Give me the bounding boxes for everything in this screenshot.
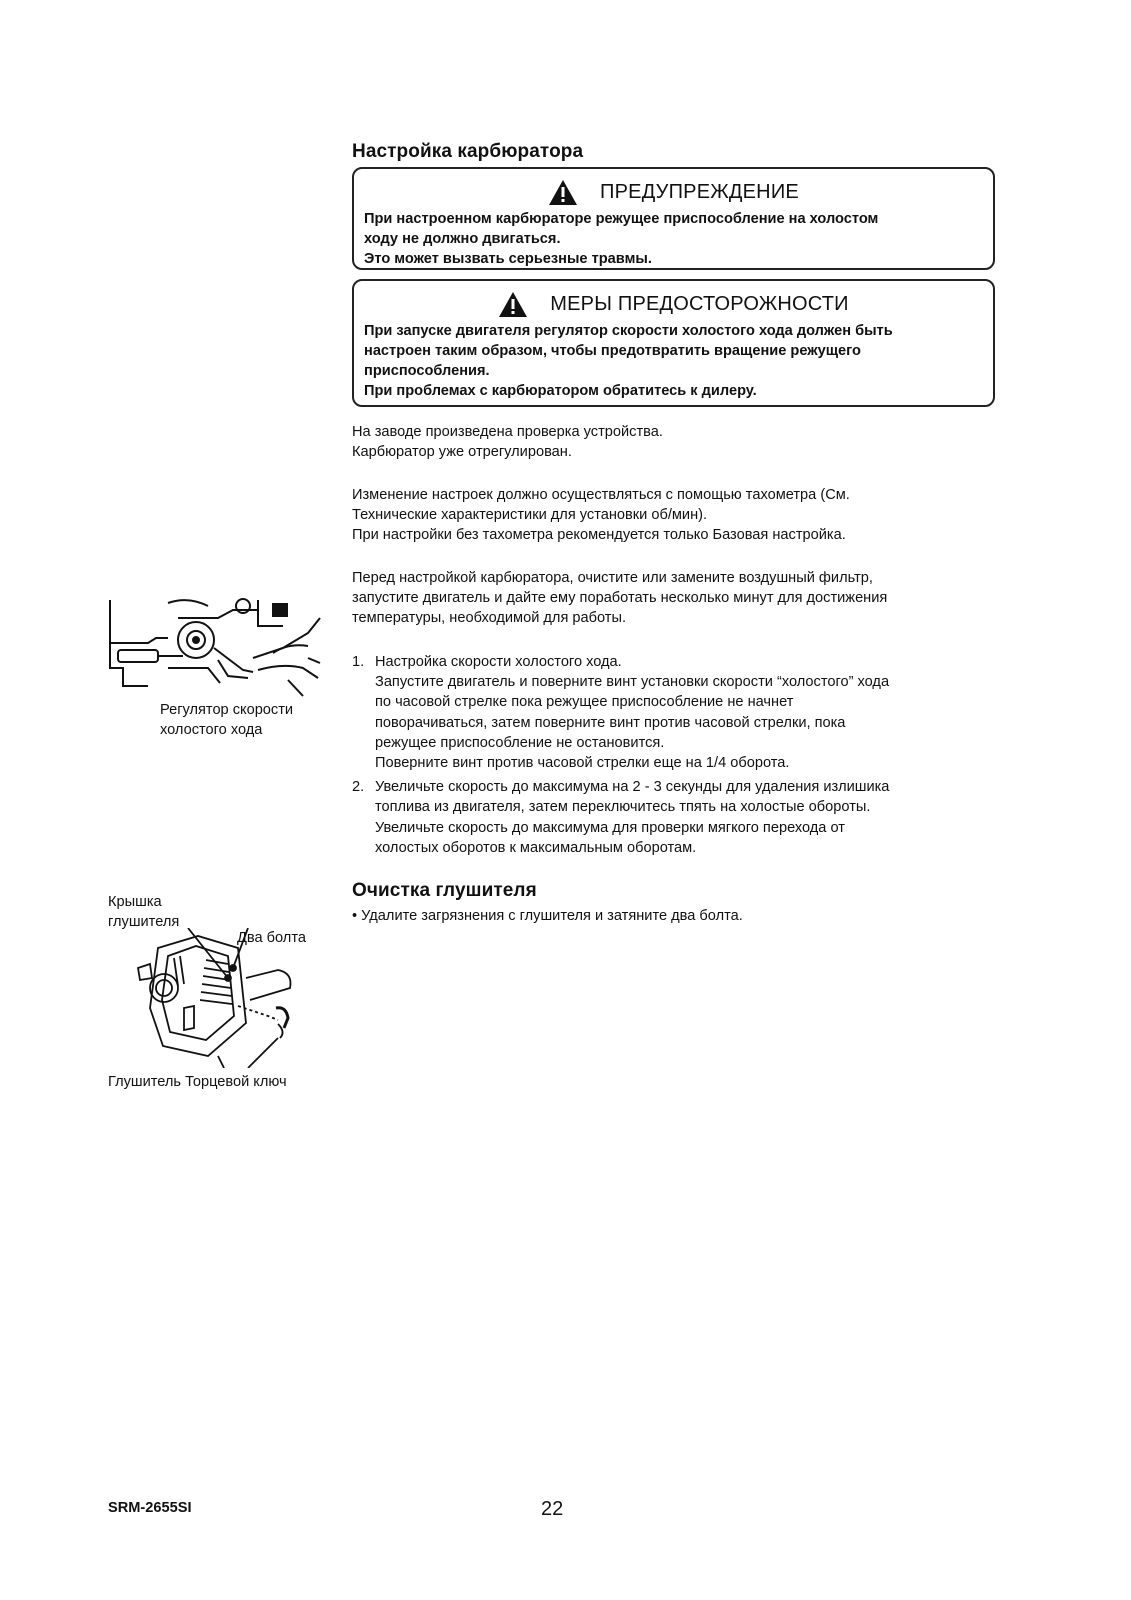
paragraph-line: Перед настройкой карбюратора, очистите или замените воздушный фильтр, xyxy=(352,570,873,586)
list-item-line: Настройка скорости холостого хода. xyxy=(375,654,622,670)
caution-text xyxy=(354,321,993,401)
list-item-line: Увеличьте скорость до максимума на 2 - 3 секунды для удаления излишика xyxy=(375,779,890,796)
caption-line: глушителя xyxy=(108,914,180,930)
list-item-line: поворачиваться, затем поверните винт против часовой стрелки, пока xyxy=(375,714,846,731)
list-item-line: режущее приспособление не остановится. xyxy=(375,734,665,751)
warning-heading: ПРЕДУПРЕЖДЕНИЕ xyxy=(600,181,799,203)
caution-line: настроен таким образом, чтобы предотвратить вращение режущего xyxy=(364,343,861,359)
paragraph-line: температуры, необходимой для работы. xyxy=(352,610,627,627)
paragraph-factory-check xyxy=(352,422,663,462)
warning-line: Это может вызвать серьезные травмы. xyxy=(364,251,652,267)
list-item-line: Поверните винт против часовой стрелки еще на 1/4 оборота. xyxy=(375,755,790,772)
caution-heading-row xyxy=(354,291,993,318)
warning-text xyxy=(354,209,993,269)
warning-triangle-icon xyxy=(498,291,528,318)
list-item-line: Запустите двигатель и поверните винт установки скорости “холостого” хода xyxy=(375,674,890,691)
caution-heading: МЕРЫ ПРЕДОСТОРОЖНОСТИ xyxy=(550,293,849,315)
muffler-illustration xyxy=(128,928,308,1068)
paragraph-line: На заводе произведена проверка устройства. xyxy=(352,424,663,440)
caption-line: Крышка xyxy=(108,894,162,910)
warning-line: ходу не должно двигаться. xyxy=(364,231,561,247)
carburetor-drawing xyxy=(108,598,323,698)
paragraph-line: Карбюратор уже отрегулирован. xyxy=(352,444,572,461)
section-title-carburetor: Настройка карбюратора xyxy=(352,141,584,162)
list-item xyxy=(352,652,1002,773)
list-item-line: холостых оборотов к максимальным оборотам. xyxy=(375,839,697,856)
caption-line: Регулятор скорости xyxy=(160,702,294,718)
list-item-number: 2. xyxy=(352,779,365,796)
label-two-bolts: Два болта xyxy=(237,930,306,946)
label-muffler-wrench: Глушитель Торцевой ключ xyxy=(108,1074,287,1090)
caution-line: При проблемах с карбюратором обратитесь к дилеру. xyxy=(364,383,757,399)
list-item-line: топлива из двигателя, затем переключитесь тпять на холостые обороты. xyxy=(375,799,871,816)
list-item-line: по часовой стрелке пока режущее приспособление не начнет xyxy=(375,694,794,711)
page-number: 22 xyxy=(541,1498,564,1520)
carburetor-caption xyxy=(160,700,293,740)
paragraph-line: Технические характеристики для установки об/мин). xyxy=(352,507,708,524)
caption-line: холостого хода xyxy=(160,722,263,738)
muffler-instruction: • Удалите загрязнения с глушителя и затяните два болта. xyxy=(352,908,743,924)
paragraph-tachometer xyxy=(352,485,850,546)
list-item-line: Увеличьте скорость до максимума для проверки мягкого перехода от xyxy=(375,819,845,836)
muffler-drawing xyxy=(128,928,308,1068)
section-title-muffler: Очистка глушителя xyxy=(352,880,537,901)
warning-triangle-icon xyxy=(548,179,578,206)
caution-line: приспособления. xyxy=(364,363,490,379)
paragraph-line: При настройки без тахометра рекомендуется только Базовая настройка. xyxy=(352,527,846,544)
warning-heading-row xyxy=(354,179,993,206)
carburetor-illustration xyxy=(108,598,323,698)
caution-line: При запуске двигателя регулятор скорости холостого хода должен быть xyxy=(364,323,893,339)
warning-box xyxy=(352,167,995,270)
label-muffler-cover xyxy=(108,892,179,932)
list-item-number: 1. xyxy=(352,654,365,670)
footer-model: SRM-2655SI xyxy=(108,1500,192,1516)
steps-list xyxy=(352,652,1002,862)
warning-line: При настроенном карбюраторе режущее приспособление на холостом xyxy=(364,211,879,227)
list-item xyxy=(352,777,1002,858)
caution-box xyxy=(352,279,995,407)
paragraph-line: Изменение настроек должно осуществляться с помощью тахометра (См. xyxy=(352,487,850,503)
paragraph-line: запустите двигатель и дайте ему поработать несколько минут для достижения xyxy=(352,590,888,607)
paragraph-before-adjust xyxy=(352,568,887,629)
